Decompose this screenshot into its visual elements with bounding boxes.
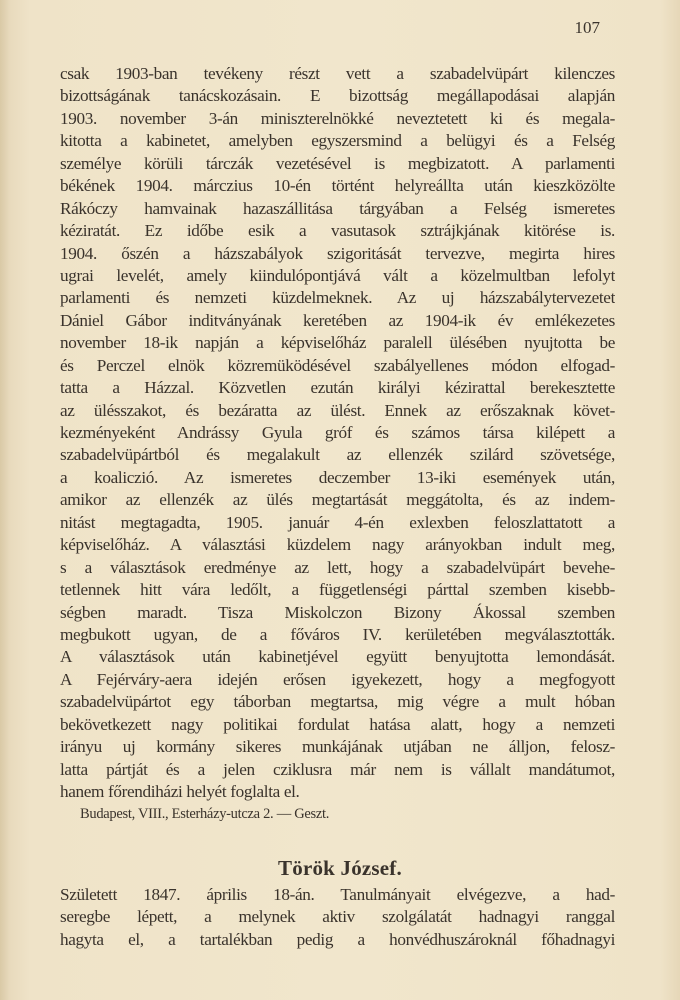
text-line: seregbe lépett, a melynek aktiv szolgálatát hadnagyi ranggal [60,907,615,927]
text-line: kezményeként Andrássy Gyula gróf és számos társa kilépett a [60,423,615,442]
text-line: bekövetkezett nagy politikai fordulat hatása alatt, hogy a nemzeti [60,714,615,734]
text-line: 1903. november 3-án miniszterelnökké neveztetett ki és megala- [60,108,615,128]
address-line: Budapest, VIII., Esterházy-utcza 2. — Geszt. [80,806,330,822]
text-line: szabadelvüpártot egy táborban megtartsa, mig végre a mult hóban [60,692,615,712]
text-line: amikor az ellenzék az ülés megtartását meggátolta, és az indem- [60,490,615,510]
text-line: csak 1903-ban tevékeny részt vett a szabadelvüpárt kilenczes [60,64,615,83]
text-line: az ülésszakot, és bezáratta az ülést. Ennek az erőszaknak követ- [60,400,615,420]
paragraph-tisza [60,63,615,803]
text-line: és Perczel elnök közremüködésével szabályellenes módon elfogad- [60,355,615,375]
text-line: Rákóczy hamvainak hazaszállitása tárgyában a Felség ismeretes [60,198,615,218]
text-line: A választások után kabinetjével együtt benyujtotta lemondását. [60,647,615,667]
text-line: Dániel Gábor inditványának keretében az 1904-ik év emlékezetes [60,310,615,330]
text-line: irányu uj kormány sikeres munkájának utjában ne álljon, felosz- [60,737,615,757]
text-line: parlamenti és nemzeti küzdelmeknek. Az uj házszabálytervezetet [60,288,615,308]
text-line: nitást megtagadta, 1905. január 4-én exlexben feloszlattatott a [60,512,615,532]
text-line: Született 1847. április 18-án. Tanulmányait elvégezve, a had- [60,885,615,904]
text-line: békének 1904. márczius 10-én történt helyreállta után kieszközölte [60,176,615,196]
text-line: latta pártját és a jelen cziklusra már nem is vállalt mandátumot, [60,759,615,779]
section-title: Török József. [278,856,402,880]
text-line: bizottságának tanácskozásain. E bizottság megállapodásai alapján [60,86,615,106]
text-line: személye körüli tárczák vezetésével is megbizatott. A parlamenti [60,153,615,173]
text-line: képviselőház. A választási küzdelem nagy arányokban indult meg, [60,535,615,555]
text-line: s a választások eredménye az lett, hogy a szabadelvüpárt bevehe- [60,557,615,577]
text-line: A Fejérváry-aera idején erősen igyekezett, hogy a megfogyott [60,669,615,689]
text-line: kitotta a kabinetet, amelyben egyszersmind a belügyi és a Felség [60,131,615,151]
text-line: szabadelvüpártból és megalakult az ellenzék szilárd szövetsége, [60,445,615,465]
text-line: tatta a Házzal. Közvetlen ezután királyi kézirattal berekesztette [60,378,615,398]
text-line: megbukott ugyan, de a főváros IV. kerületében megválasztották. [60,624,615,644]
page-number: 107 [574,18,600,37]
text-line: november 18-ik napján a képviselőház paralell ülésében nyujtotta be [60,333,615,353]
text-line: ségben maradt. Tisza Miskolczon Bizony Ákossal szemben [60,602,615,622]
paragraph-torok [60,884,615,951]
text-line: ugrai levelét, amely kiindulópontjává vált a közelmultban lefolyt [60,265,615,285]
text-line: a koaliczió. Az ismeretes deczember 13-iki események után, [60,467,615,487]
text-line: hagyta el, a tartalékban pedig a honvédhuszároknál főhadnagyi [60,929,615,949]
text-line: 1904. őszén a házszabályok szigoritását tervezve, megirta hires [60,243,615,263]
text-line: tetlennek hitt vára ledőlt, a függetlenségi párttal szemben kisebb- [60,580,615,600]
text-line: hanem főrendiházi helyét foglalta el. [60,782,300,801]
text-line: kéziratát. Ez időbe esik a vasutasok sztrájkjának kitörése is. [60,221,615,241]
